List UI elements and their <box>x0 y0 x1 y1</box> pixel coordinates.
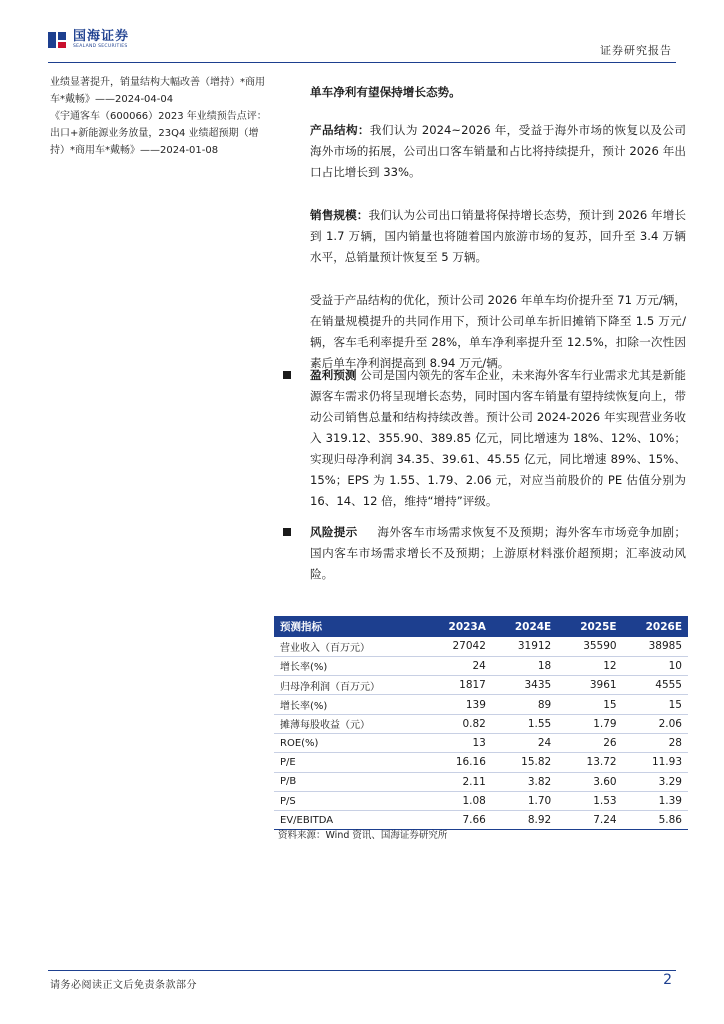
page-header <box>0 0 724 66</box>
forecast-section <box>283 365 686 512</box>
table-cell: 1.55 <box>492 714 557 733</box>
logo-mark-icon <box>48 30 68 50</box>
table-row-label: 摊薄每股收益（元） <box>274 714 425 733</box>
table-cell: 1817 <box>425 676 492 695</box>
table-cell: 8.92 <box>492 811 557 830</box>
table-cell: 35590 <box>557 637 622 656</box>
table-row <box>274 772 688 791</box>
table-row <box>274 753 688 772</box>
footer-divider <box>48 970 676 971</box>
paragraph-sales-scale <box>310 205 686 268</box>
table-cell: 1.08 <box>425 791 492 810</box>
related-report-1: 业绩显著提升，销量结构大幅改善（增持）*商用车*戴畅》——2024-04-04 <box>50 77 265 105</box>
table-cell: 24 <box>425 656 492 675</box>
table-row <box>274 733 688 752</box>
paragraph-body: 我们认为 2024~2026 年，受益于海外市场的恢复以及公司海外市场的拓展，公司出口客车销量和占比将持续提升，预计 2026 年出口占比增长到 33%。 <box>310 123 686 179</box>
table-header-cell: 2025E <box>557 616 622 637</box>
report-type: 证券研究报告 <box>600 44 672 57</box>
table-row <box>274 695 688 714</box>
table-row-label: ROE(%) <box>274 733 425 752</box>
paragraph-unit-profit: 受益于产品结构的优化，预计公司 2026 年单车均价提升至 71 万元/辆，在销量规模提升的共同作用下，预计公司单车折旧摊销下降至 1.5 万元/辆，客车毛利率提升至 28%，单车净利率提升至 12.5%，扣除一次性因素后单车净利润提高到 8.94 万元/辆。 <box>310 293 686 370</box>
risk-section <box>283 522 686 585</box>
bullet-square-icon <box>283 528 291 536</box>
table-cell: 2.11 <box>425 772 492 791</box>
forecast-body: 公司是国内领先的客车企业，未来海外客车行业需求尤其是新能源客车需求仍将呈现增长态势，同时国内客车销量有望持续恢复向上，带动公司销售总量和结构持续改善。预计公司 2024-2026 年实现营业务收入 319.12、355.90、389.85 亿元，同比增速为 18%、12%、10%；实现归母净利润 34.35、39.61、45.55 亿元，同比增速 89%、15%、15%；EPS 为 1.55、1.79、2.06 元，对应当前股价的 PE 估值分别为 16、14、12 倍，维持“增持”评级。 <box>310 368 686 508</box>
table-cell: 3.29 <box>623 772 688 791</box>
table-cell: 7.66 <box>425 811 492 830</box>
table-header-cell: 2024E <box>492 616 557 637</box>
table-cell: 27042 <box>425 637 492 656</box>
table-cell: 10 <box>623 656 688 675</box>
table-row-label: P/E <box>274 753 425 772</box>
table-cell: 15 <box>623 695 688 714</box>
table-cell: 31912 <box>492 637 557 656</box>
logo-name-en: SEALAND SECURITIES <box>73 44 128 49</box>
table-cell: 89 <box>492 695 557 714</box>
footer-disclaimer: 请务必阅读正文后免责条款部分 <box>50 980 197 991</box>
table-cell: 1.70 <box>492 791 557 810</box>
table-header-cell: 2023A <box>425 616 492 637</box>
logo-name-cn: 国海证券 <box>73 29 130 44</box>
table-cell: 139 <box>425 695 492 714</box>
table-row-label: 增长率(%) <box>274 695 425 714</box>
table-header-row <box>274 616 688 637</box>
table-cell: 11.93 <box>623 753 688 772</box>
table-cell: 3.82 <box>492 772 557 791</box>
table-cell: 13 <box>425 733 492 752</box>
bullet-square-icon <box>283 371 291 379</box>
table-row-label: 营业收入（百万元） <box>274 637 425 656</box>
table-header-cell: 2026E <box>623 616 688 637</box>
table-cell: 28 <box>623 733 688 752</box>
related-reports <box>50 74 272 159</box>
table-cell: 7.24 <box>557 811 622 830</box>
table-cell: 15.82 <box>492 753 557 772</box>
table-cell: 26 <box>557 733 622 752</box>
table-cell: 3961 <box>557 676 622 695</box>
table-cell: 1.79 <box>557 714 622 733</box>
table-row-label: EV/EBITDA <box>274 811 425 830</box>
table-cell: 3435 <box>492 676 557 695</box>
table-cell: 1.39 <box>623 791 688 810</box>
table-cell: 16.16 <box>425 753 492 772</box>
table-cell: 12 <box>557 656 622 675</box>
table-cell: 15 <box>557 695 622 714</box>
table-header-cell: 预测指标 <box>274 616 425 637</box>
table-row-label: P/S <box>274 791 425 810</box>
forecast-heading: 盈利预测 <box>310 368 357 382</box>
table-cell: 18 <box>492 656 557 675</box>
table-cell: 3.60 <box>557 772 622 791</box>
table-cell: 4555 <box>623 676 688 695</box>
table-cell: 38985 <box>623 637 688 656</box>
table-row <box>274 714 688 733</box>
table-row <box>274 676 688 695</box>
paragraph-heading: 销售规模： <box>310 208 369 222</box>
paragraph-heading: 产品结构： <box>310 123 370 137</box>
related-report-2: 《宇通客车（600066）2023 年业绩预告点评：出口+新能源业务放量，23Q4 业绩超预期（增持）*商用车*戴畅》——2024-01-08 <box>50 111 267 156</box>
table-cell: 2.06 <box>623 714 688 733</box>
table-cell: 24 <box>492 733 557 752</box>
page-number: 2 <box>663 972 672 988</box>
company-logo <box>48 30 129 50</box>
header-divider <box>48 62 676 63</box>
table-cell: 1.53 <box>557 791 622 810</box>
table-row <box>274 637 688 656</box>
table-cell: 0.82 <box>425 714 492 733</box>
section-title: 单车净利有望保持增长态势。 <box>310 85 461 99</box>
table-row-label: 归母净利润（百万元） <box>274 676 425 695</box>
table-cell: 5.86 <box>623 811 688 830</box>
paragraph-body: 我们认为公司出口销量将保持增长态势，预计到 2026 年增长到 1.7 万辆，国内销量也将随着国内旅游市场的复苏，回升至 3.4 万辆水平，总销量预计恢复至 5 万辆。 <box>310 208 686 264</box>
table-row-label: P/B <box>274 772 425 791</box>
main-text <box>310 82 686 396</box>
table-cell: 13.72 <box>557 753 622 772</box>
risk-body: 海外客车市场需求恢复不及预期；海外客车市场竞争加剧；国内客车市场需求增长不及预期；上游原材料涨价超预期；汇率波动风险。 <box>310 525 686 581</box>
table-source: 资料来源：Wind 资讯、国海证券研究所 <box>278 830 448 841</box>
paragraph-product-structure <box>310 120 686 183</box>
table-row <box>274 656 688 675</box>
table-row-label: 增长率(%) <box>274 656 425 675</box>
table-row <box>274 791 688 810</box>
risk-heading: 风险提示 <box>310 525 358 539</box>
forecast-table <box>274 616 688 830</box>
